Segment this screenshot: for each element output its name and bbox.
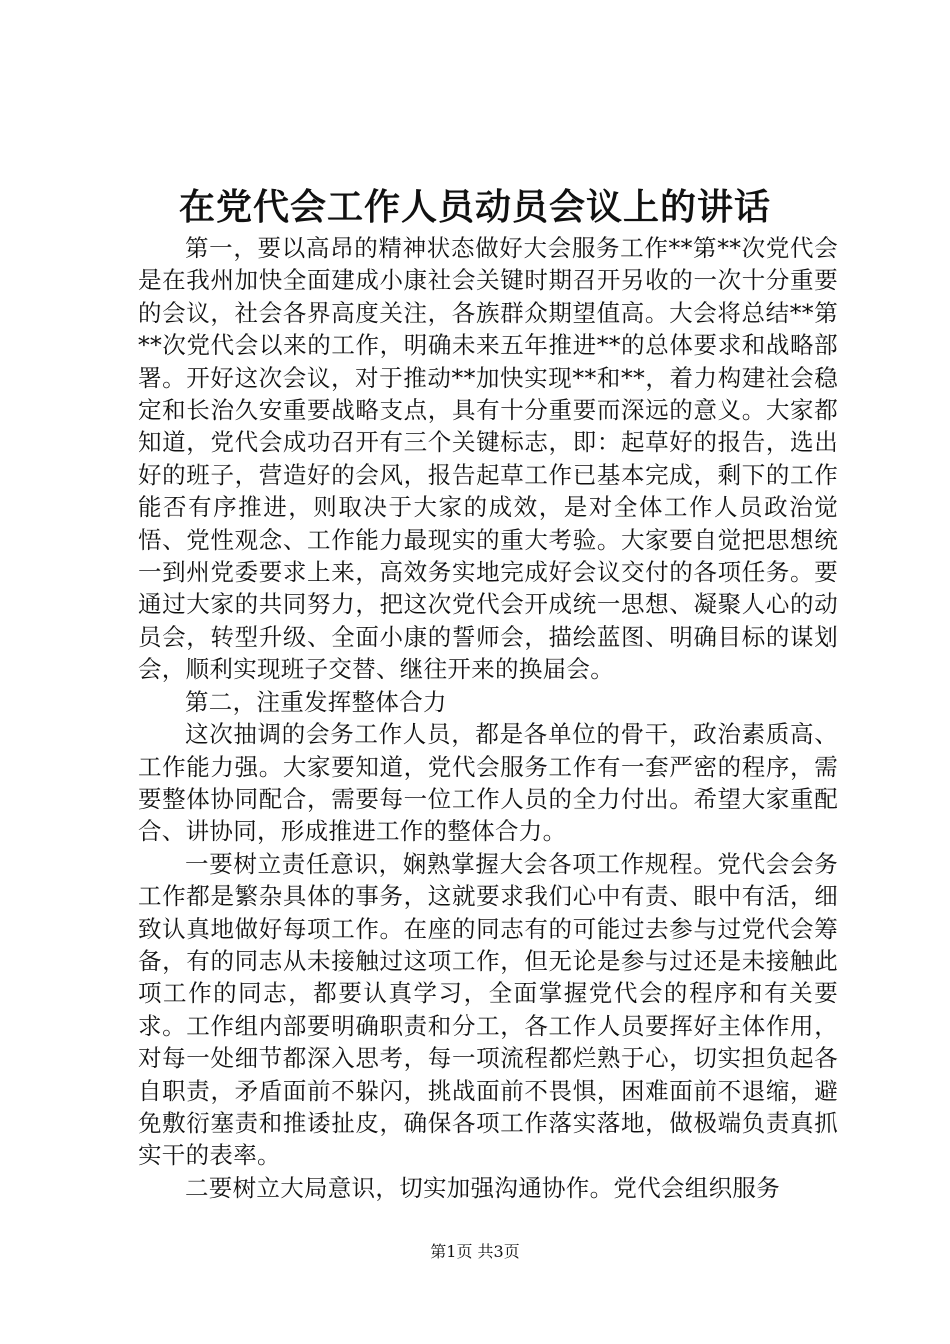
page-number-footer: 第1页 共3页 [430, 1242, 520, 1261]
paragraph: 一要树立责任意识，娴熟掌握大会各项工作规程。党代会会务工作都是繁杂具体的事务，这就要求我们心中有责、眼中有活，细致认真地做好每项工作。在座的同志有的可能过去参与过党代会筹备，有的同志从未接触过这项工作，但无论是参与过还是未接触此项工作的同志，都要认真学习，全面掌握党代会的程序和有关要求。工作组内部要明确职责和分工，各工作人员要挥好主体作用，对每一处细节都深入思考，每一项流程都烂熟于心，切实担负起各自职责，矛盾面前不躲闪，挑战面前不畏惧，困难面前不退缩，避免敷衍塞责和推诿扯皮，确保各项工作落实落地，做极端负责真抓实干的表率。 [138, 849, 838, 1170]
paragraph: 这次抽调的会务工作人员，都是各单位的骨干，政治素质高、工作能力强。大家要知道，党代会服务工作有一套严密的程序，需要整体协同配合，需要每一位工作人员的全力付出。希望大家重配合、讲协同，形成推进工作的整体合力。 [138, 720, 838, 846]
paragraph: 第一，要以高昂的精神状态做好大会服务工作**第**次党代会是在我州加快全面建成小康社会关键时期召开另收的一次十分重要的会议，社会各界高度关注，各族群众期望值高。大会将总结**第**次党代会以来的工作，明确未来五年推进**的总体要求和战略部署。开好这次会议，对于推动**加快实现**和**，着力构建社会稳定和长治久安重要战略支点，具有十分重要而深远的意义。大家都知道，党代会成功召开有三个关键标志，即：起草好的报告，选出好的班子，营造好的会风，报告起草工作已基本完成，剩下的工作能否有序推进，则取决于大家的成效，是对全体工作人员政治觉悟、党性观念、工作能力最现实的重大考验。大家要自觉把思想统一到州党委要求上来，高效务实地完成好会议交付的各项任务。要通过大家的共同努力，把这次党代会开成统一思想、凝聚人心的动员会，转型升级、全面小康的誓师会，描绘蓝图、明确目标的谋划会，顺利实现班子交替、继往开来的换届会。 [138, 234, 838, 684]
document-title: 在党代会工作人员动员会议上的讲话 [178, 186, 771, 228]
paragraph: 二要树立大局意识，切实加强沟通协作。党代会组织服务 [185, 1173, 780, 1202]
document-body [138, 232, 838, 1204]
paragraph: 第二，注重发挥整体合力 [185, 687, 447, 716]
